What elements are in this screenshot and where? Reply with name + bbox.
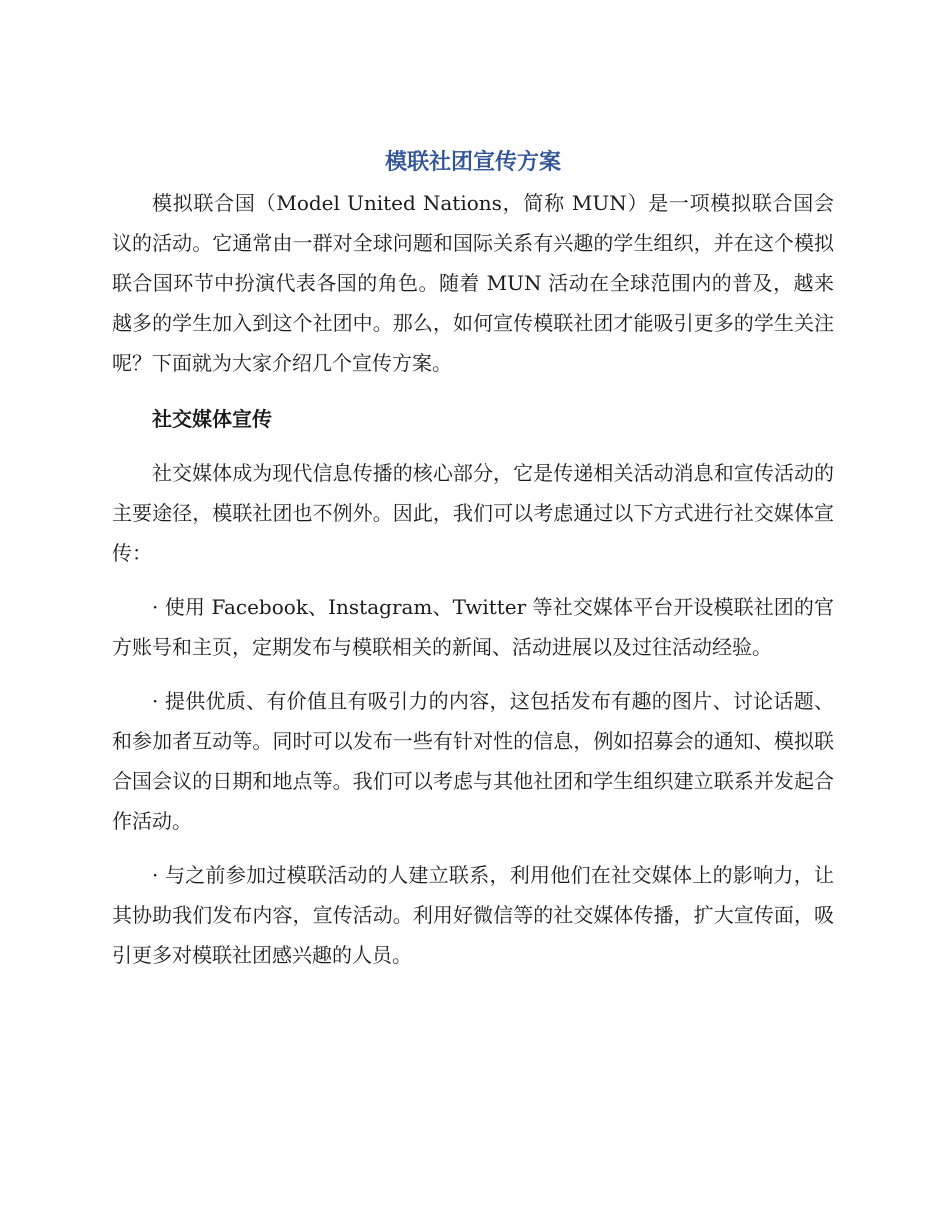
section-heading: 社交媒体宣传 bbox=[152, 407, 272, 431]
intro-paragraph: 模拟联合国（Model United Nations，简称 MUN）是一项模拟联合国会议的活动。它通常由一群对全球问题和国际关系有兴趣的学生组织，并在这个模拟联合国环节中扮演代表各国的角色。随着 MUN 活动在全球范围内的普及，越来越多的学生加入到这个社团中。那么，如何宣传模联社团才能吸引更多的学生关注呢？下面就为大家介绍几个宣传方案。 bbox=[112, 191, 834, 375]
bullet-paragraph-2: · 提供优质、有价值且有吸引力的内容，这包括发布有趣的图片、讨论话题、和参加者互动等。同时可以发布一些有针对性的信息，例如招募会的通知、模拟联合国会议的日期和地点等。我们可以考虑与其他社团和学生组织建立联系并发起合作活动。 bbox=[112, 689, 834, 833]
document-title: 模联社团宣传方案 bbox=[384, 150, 561, 175]
bullet-paragraph-3: · 与之前参加过模联活动的人建立联系，利用他们在社交媒体上的影响力，让其协助我们发布内容，宣传活动。利用好微信等的社交媒体传播，扩大宣传面，吸引更多对模联社团感兴趣的人员。 bbox=[112, 863, 834, 967]
section-intro-paragraph: 社交媒体成为现代信息传播的核心部分，它是传递相关活动消息和宣传活动的主要途径，模联社团也不例外。因此，我们可以考虑通过以下方式进行社交媒体宣传： bbox=[112, 461, 834, 565]
bullet-paragraph-1: · 使用 Facebook、Instagram、Twitter 等社交媒体平台开设模联社团的官方账号和主页，定期发布与模联相关的新闻、活动进展以及过往活动经验。 bbox=[112, 595, 834, 659]
document-page bbox=[112, 143, 834, 975]
